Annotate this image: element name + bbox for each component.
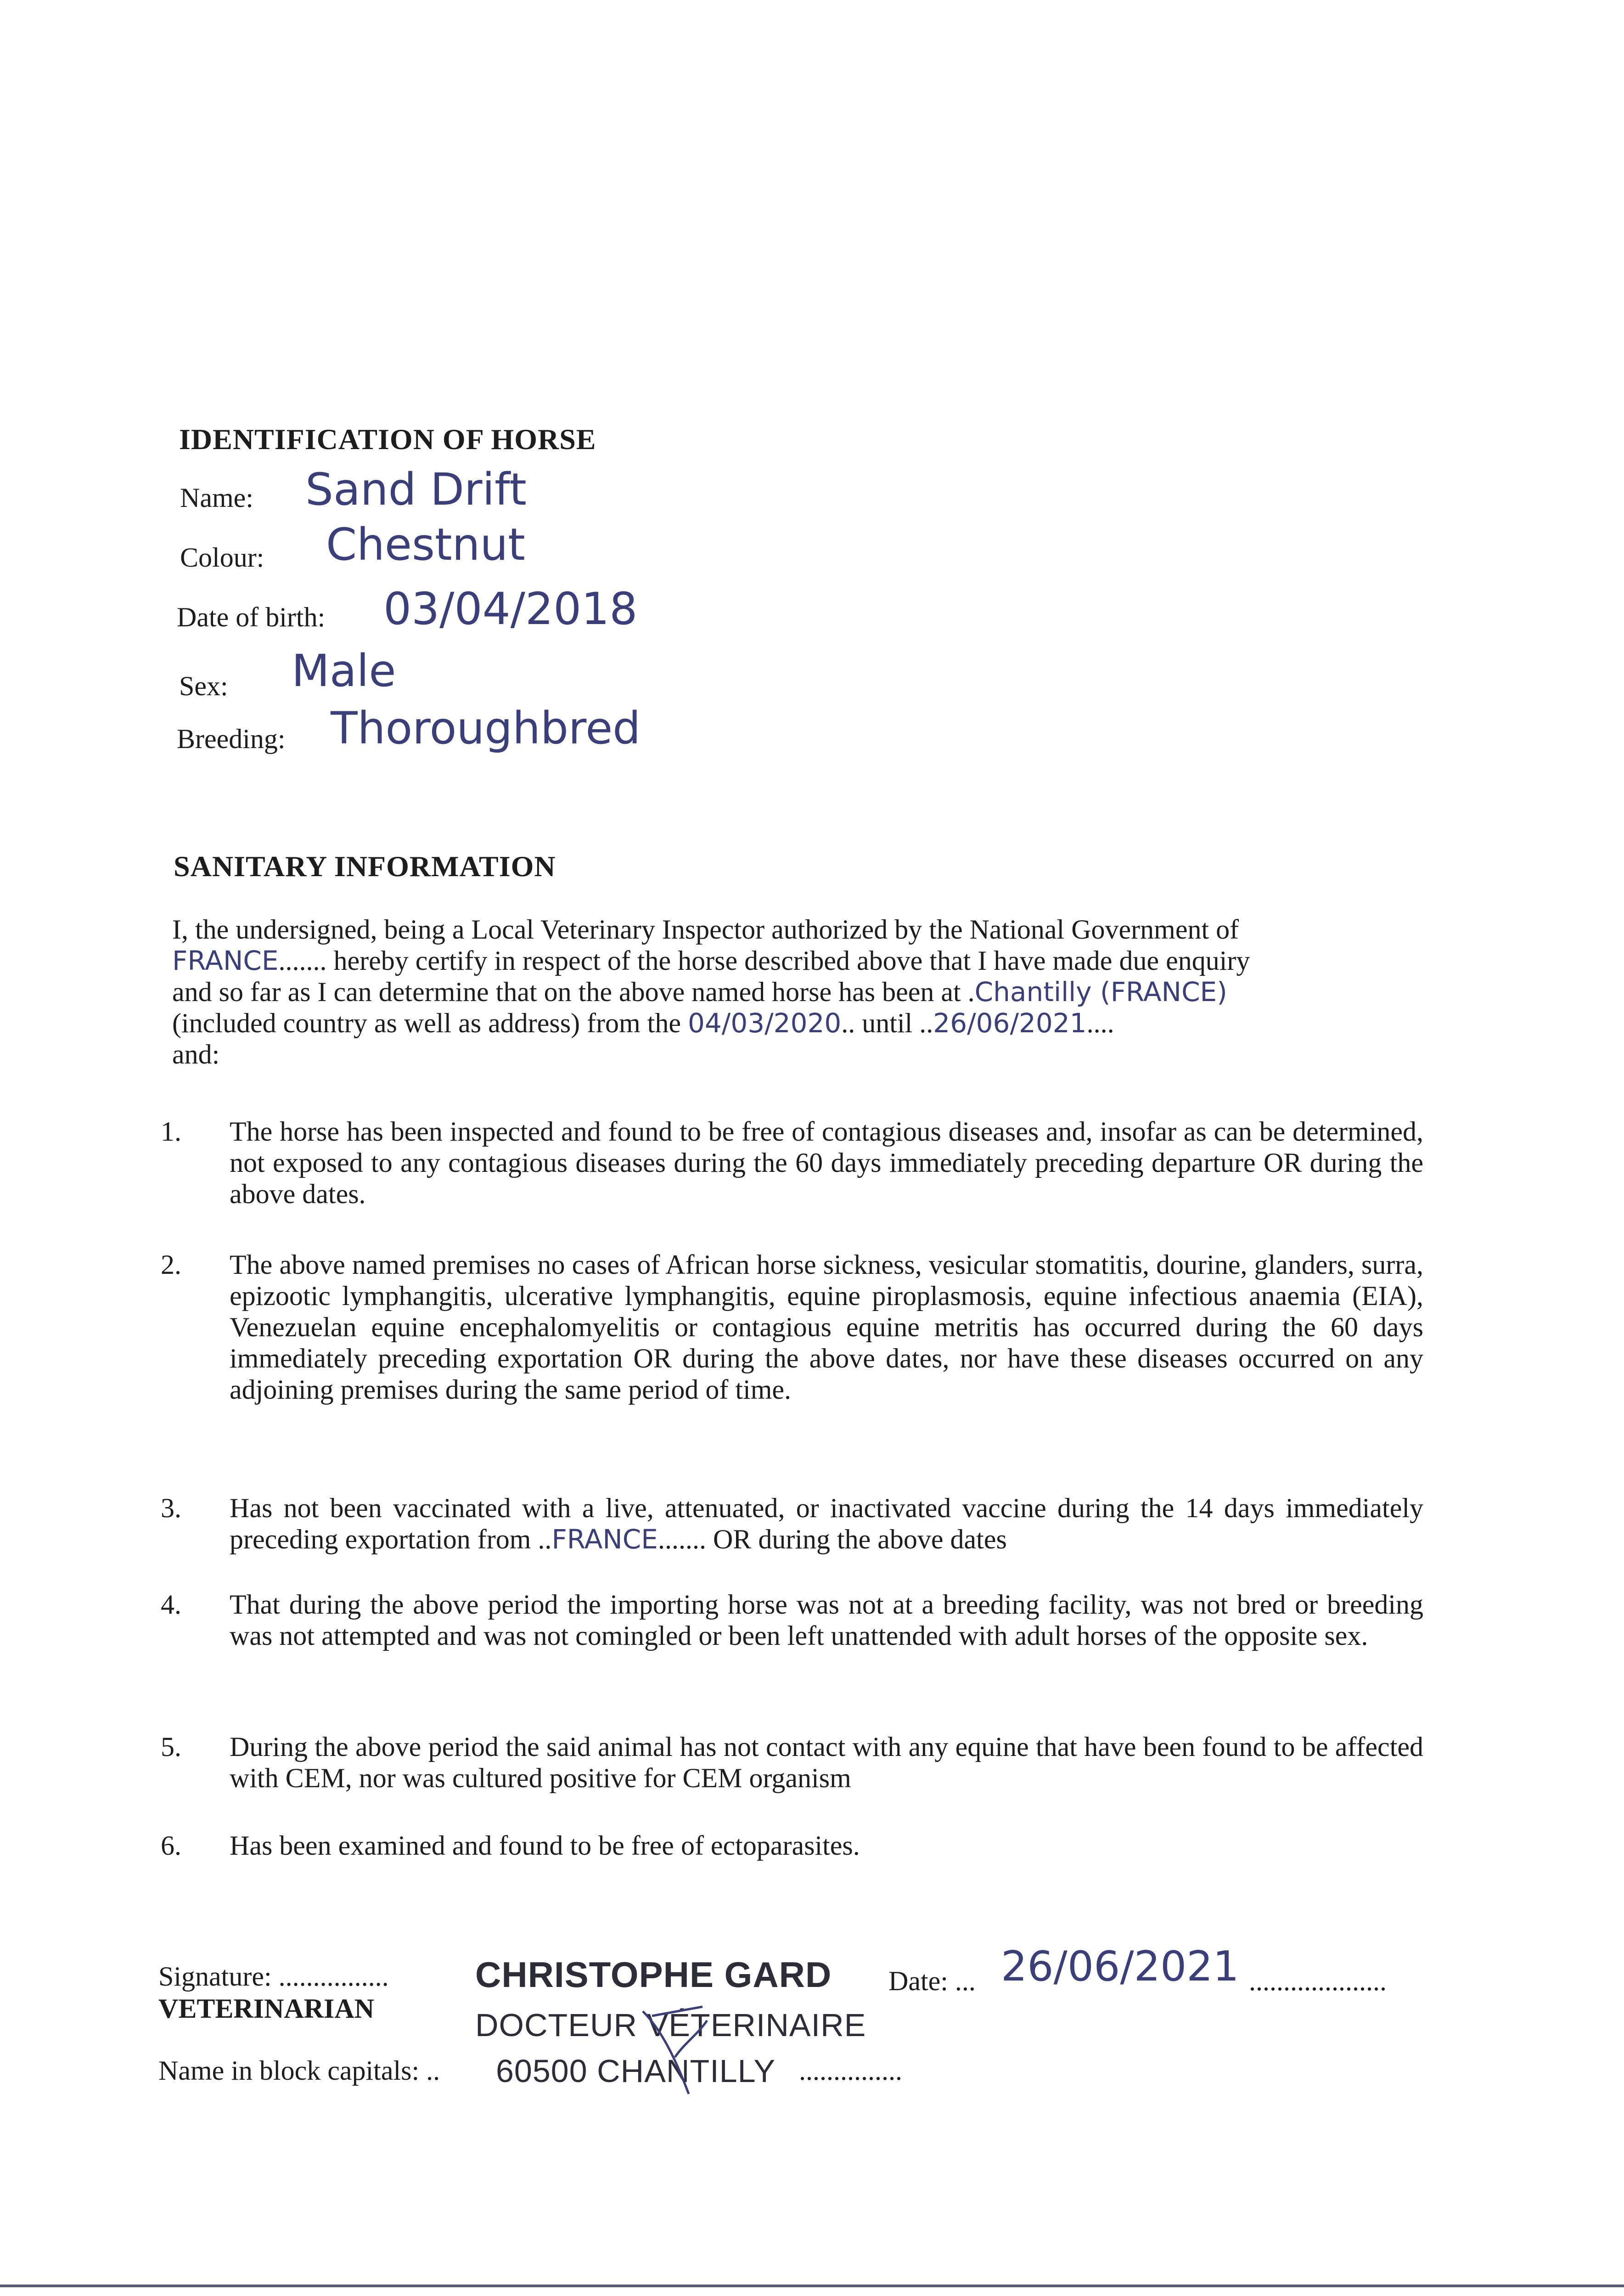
date-label: Date: ... (888, 1966, 976, 1996)
colour-label: Colour: (180, 542, 264, 573)
name-block-capitals-dots: ............... (799, 2055, 902, 2086)
stamp-name: CHRISTOPHE GARD (475, 1954, 832, 1995)
statement-line-3-text: and so far as I can determine that on the above named horse has been at . (172, 977, 975, 1007)
item-3-country-handwritten: FRANCE (551, 1524, 658, 1555)
dob-label: Date of birth: (177, 602, 326, 632)
date-dots: .................... (1249, 1966, 1387, 1996)
item-number: 3. (161, 1493, 181, 1523)
breeding-label: Breeding: (177, 724, 286, 754)
statement-line-1: I, the undersigned, being a Local Veterinary Inspector authorized by the National Government of (172, 914, 1239, 945)
name-value: Sand Drift (305, 464, 527, 515)
stamp-title: DOCTEUR VÉTERINAIRE (475, 2007, 866, 2043)
item-number: 2. (161, 1249, 181, 1280)
signature-label: Signature: ................ (158, 1961, 389, 1992)
item-3-text-b: ....... OR during the above dates (657, 1524, 1007, 1554)
colour-value: Chestnut (326, 519, 525, 570)
statement-line-4-text-a: (included country as well as address) from the (172, 1008, 688, 1038)
statement-line-2 (172, 945, 1412, 976)
statement-line-4-text-c: .... (1086, 1008, 1114, 1038)
item-text: Has been examined and found to be free of ectoparasites. (230, 1830, 860, 1861)
statement-line-3 (172, 976, 1412, 1007)
item-3-text-a: Has not been vaccinated with a live, attenuated, or inactivated vaccine during the 14 days immediately preceding exportation from .. (230, 1493, 1423, 1554)
item-number: 5. (161, 1732, 181, 1762)
item-text: During the above period the said animal has not contact with any equine that have been found to be affected with CEM, nor was cultured positive for CEM organism (230, 1732, 1423, 1793)
statement-line-5: and: (172, 1039, 220, 1069)
item-text (230, 1492, 1423, 1555)
name-label: Name: (180, 483, 253, 513)
sanitary-heading: SANITARY INFORMATION (174, 850, 556, 883)
sex-label: Sex: (179, 671, 228, 701)
veterinarian-label: VETERINARIAN (158, 1993, 375, 2024)
breeding-value: Thoroughbred (331, 703, 641, 754)
date-value: 26/06/2021 (1001, 1942, 1239, 1991)
statement-line-4-text-b: .. until .. (841, 1008, 933, 1038)
item-number: 1. (161, 1116, 181, 1147)
name-block-capitals-label: Name in block capitals: .. (158, 2055, 440, 2086)
statement-line-4 (172, 1007, 1412, 1039)
item-text: The above named premises no cases of African horse sickness, vesicular stomatitis, dourine, glanders, surra, epizootic lymphangitis, ulcerative lymphangitis, equine piroplasmosis, equine infectious anaemia (EIA), Venezuelan equine encephalomyelitis or contagious equine metritis has occurred during the 60 days immediately preceding exportation OR during the above dates, nor have these diseases occurred on any adjoining premises during the same period of time. (230, 1249, 1423, 1405)
item-number: 4. (161, 1589, 181, 1620)
item-text: The horse has been inspected and found to be free of contagious diseases and, insofar as can be determined, not exposed to any contagious diseases during the 60 days immediately preceding departure OR during the above dates. (230, 1116, 1423, 1209)
identification-heading: IDENTIFICATION OF HORSE (179, 423, 596, 456)
statement-line-2-text: ....... hereby certify in respect of the horse described above that I have made due enquiry (278, 945, 1250, 976)
place-handwritten: Chantilly (FRANCE) (974, 976, 1227, 1007)
item-text: That during the above period the importing horse was not at a breeding facility, was not bred or breeding was not attempted and was not comingled or been left unattended with adult horses of the opposite sex. (230, 1589, 1423, 1651)
sex-value: Male (292, 645, 396, 697)
stamp-address: 60500 CHANTILLY (496, 2053, 776, 2089)
dob-value: 03/04/2018 (383, 583, 638, 635)
from-date-handwritten: 04/03/2020 (687, 1007, 842, 1039)
bottom-edge-rule (0, 2285, 1624, 2287)
sanitary-statement (172, 914, 1412, 1070)
item-number: 6. (161, 1830, 181, 1861)
country-handwritten: FRANCE (172, 945, 279, 976)
signature-mark (634, 2002, 716, 2103)
until-date-handwritten: 26/06/2021 (933, 1007, 1087, 1039)
